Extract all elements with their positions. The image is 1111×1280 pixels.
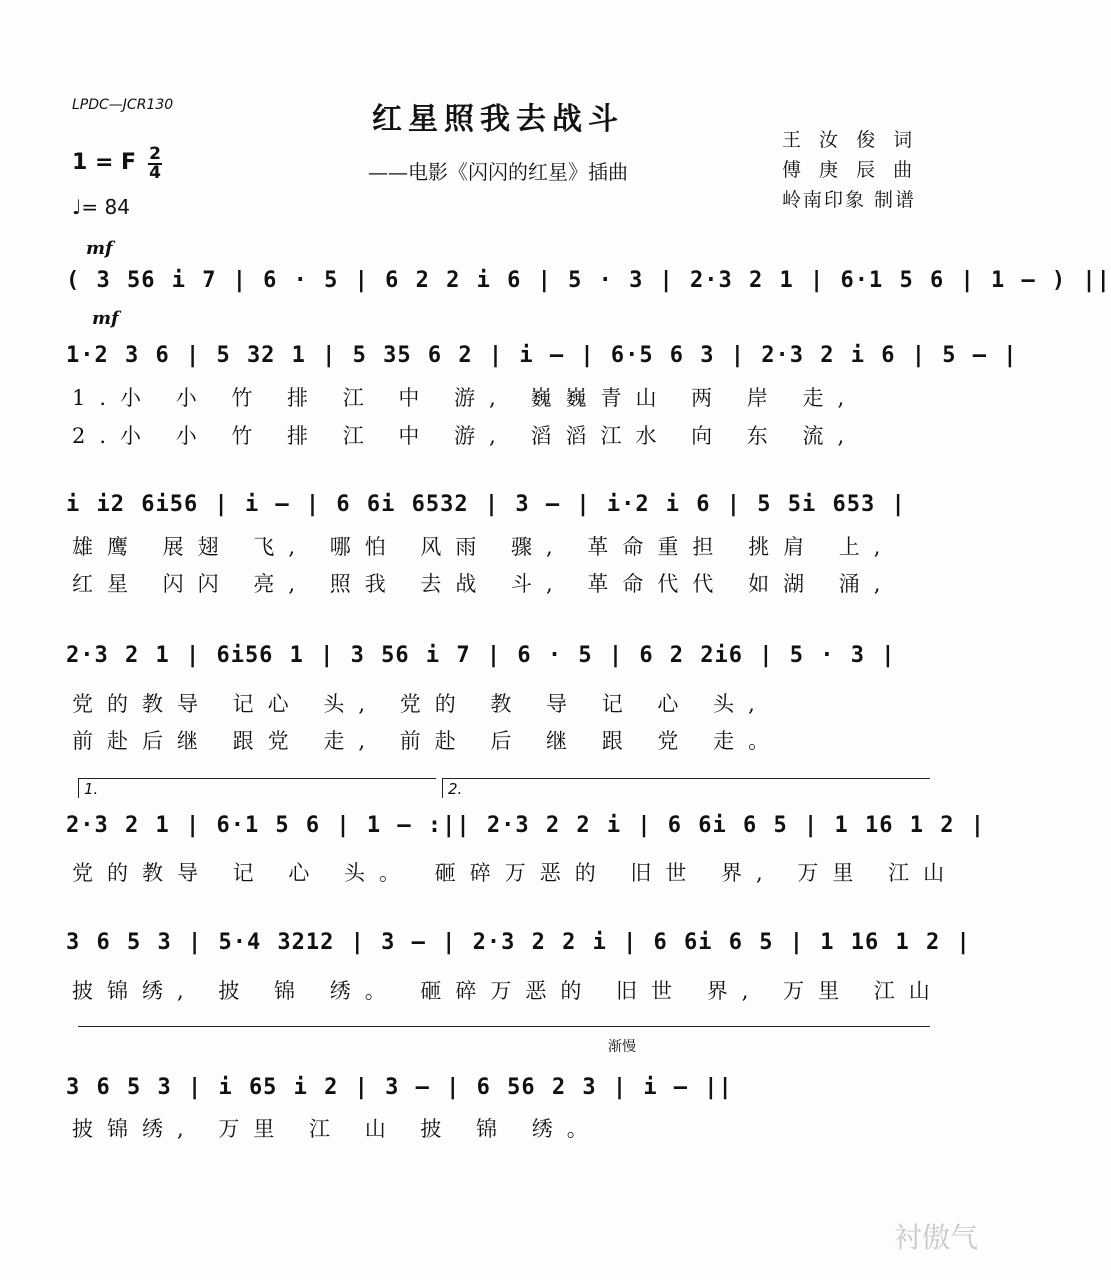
volta-bracket-2 xyxy=(442,778,930,779)
volta-bracket-1 xyxy=(78,778,436,779)
lyrics-verse2-line2: 红星 闪闪 亮, 照我 去战 斗, 革命代代 如湖 涌, xyxy=(72,572,895,596)
song-subtitle: ——电影《闪闪的红星》插曲 xyxy=(368,160,628,184)
verse-notes-1: 1·2 3 6 | 5 32 1 | 5 35 6 2 | i – | 6·5 6 3 | 2·3 2 i 6 | 5 – | xyxy=(66,343,1018,368)
intro-notes: ( 3 56 i 7 | 6 · 5 | 6 2 2 i 6 | 5 · 3 | 2·3 2 1 | 6·1 5 6 | 1 – ) || xyxy=(66,268,1111,293)
ritardando-marking: 渐慢 xyxy=(608,1039,636,1055)
lyrics-line5: 党的教导 记 心 头。 砸碎万恶的 旧世 界, 万里 江山 xyxy=(72,861,959,885)
volta-bracket-2-edge xyxy=(442,778,443,798)
lyrics-verse2-line1: 2.小 小 竹 排 江 中 游, 滔滔江水 向 东 流, xyxy=(72,424,859,448)
lyrics-line6: 披锦绣, 披 锦 绣。 砸碎万恶的 旧世 界, 万里 江山 xyxy=(72,979,944,1003)
ending-notes-2: 3 6 5 3 | 5·4 3212 | 3 – | 2·3 2 2 i | 6 6i 6 5 | 1 16 1 2 | xyxy=(66,930,971,955)
dynamic-mark: mf xyxy=(86,238,113,259)
tempo-marking: ♩= 84 xyxy=(72,195,130,219)
verse-notes-3: 2·3 2 1 | 6i56 1 | 3 56 i 7 | 6 · 5 | 6 2 2i6 | 5 · 3 | xyxy=(66,643,896,668)
song-title: 红星照我去战斗 xyxy=(372,102,624,137)
watermark: 衬傲气 xyxy=(893,1222,978,1253)
volta-label-2: 2. xyxy=(448,780,463,798)
volta-label-1: 1. xyxy=(84,780,99,798)
phrase-line xyxy=(78,1026,930,1027)
time-signature: 2 4 xyxy=(149,144,161,183)
lyrics-verse1-line1: 1.小 小 竹 排 江 中 游, 巍巍青山 两 岸 走, xyxy=(72,386,859,410)
lyrics-verse1-line2: 雄鹰 展翅 飞, 哪怕 风雨 骤, 革命重担 挑肩 上, xyxy=(72,535,895,559)
key-signature: 1 = F xyxy=(72,150,137,175)
composer-credit: 傅 庚 辰 曲 xyxy=(782,159,919,181)
lyrics-verse2-line3: 前赴后继 跟党 走, 前赴 后 继 跟 党 走。 xyxy=(72,729,784,753)
verse-notes-2: i i2 6i56 | i – | 6 6i 6532 | 3 – | i·2 i 6 | 5 5i 653 | xyxy=(66,492,906,517)
final-notes: 3 6 5 3 | i 65 i 2 | 3 – | 6 56 2 3 | i – || xyxy=(66,1075,733,1100)
score-code: LPDC—JCR130 xyxy=(72,97,174,113)
dynamic-mark: mf xyxy=(92,308,119,329)
ending-notes-1: 2·3 2 1 | 6·1 5 6 | 1 – :|| 2·3 2 2 i | 6 6i 6 5 | 1 16 1 2 | xyxy=(66,813,985,838)
lyrics-line7: 披锦绣, 万里 江 山 披 锦 绣。 xyxy=(72,1117,602,1141)
engraver-credit: 岭南印象 制谱 xyxy=(782,189,917,211)
volta-bracket-1-edge xyxy=(78,778,79,798)
lyricist-credit: 王 汝 俊 词 xyxy=(782,129,919,151)
lyrics-verse1-line3: 党的教导 记心 头, 党的 教 导 记 心 头, xyxy=(72,692,769,716)
